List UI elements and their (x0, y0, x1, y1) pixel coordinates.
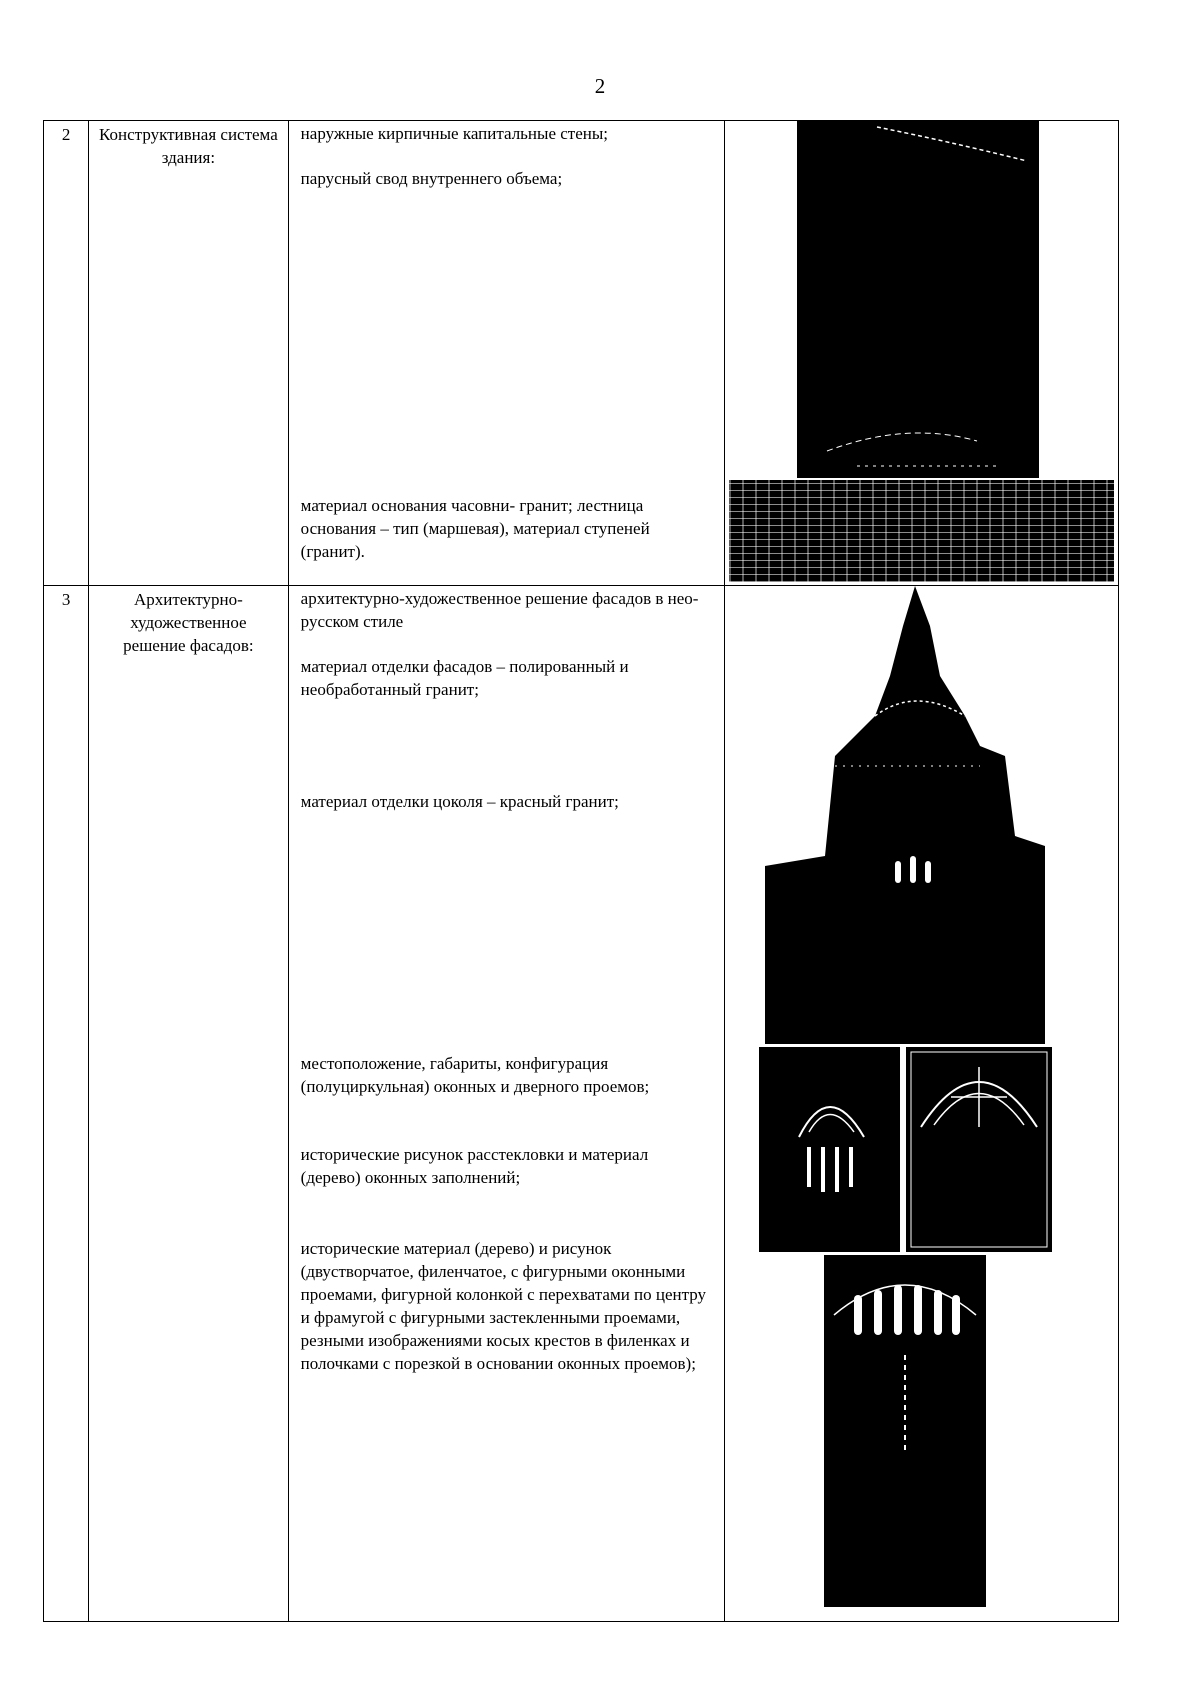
text-item: парусный свод внутреннего объема; (300, 169, 563, 188)
arched-window-detail-photo (906, 1047, 1052, 1252)
door-photo (824, 1255, 986, 1607)
row-image-cell (724, 586, 1118, 1622)
text-item: материал основания часовни- гранит; лестница основания – тип (маршевая), материал ступеней (гранит). (300, 496, 650, 561)
row-number: 2 (61, 125, 71, 144)
row-text-cell (288, 586, 724, 1622)
text-item: материал отделки цоколя – красный гранит; (300, 792, 619, 811)
text-item: наружные кирпичные капитальные стены; (300, 124, 609, 143)
row-image-cell (724, 121, 1118, 586)
granite-base-stairs-photo (729, 480, 1114, 582)
table-row (44, 586, 1119, 1622)
text-item: материал отделки фасадов – полированный и необработанный гранит; (300, 657, 629, 699)
arched-window-photo (759, 1047, 900, 1252)
row-name: Конструктивная система здания: (99, 125, 278, 167)
text-item: архитектурно-художественное решение фасадов в нео-русском стиле (300, 589, 699, 631)
row-text-cell (288, 121, 724, 586)
row-name: Архитектурно-художественное решение фасадов: (123, 590, 254, 655)
text-item: исторические материал (дерево) и рисунок (двустворчатое, филенчатое, с фигурными оконными проемами, фигурной колонкой с перехватами по центру и фрамугой с фигурными застекленными проемами, резными изображениями косых крестов в филенках и полочками с порезкой в основании оконных проемов); (300, 1239, 707, 1373)
row-name-cell (89, 121, 289, 586)
page-number: 2 (594, 74, 606, 98)
row-number-cell (44, 121, 89, 586)
row-number-cell (44, 586, 89, 1622)
vault-interior-photo (797, 121, 1039, 478)
row-name-cell (89, 586, 289, 1622)
specification-table (43, 120, 1119, 1622)
chapel-facade-photo (765, 586, 1077, 1044)
row-number: 3 (61, 590, 71, 609)
text-item: исторические рисунок расстекловки и материал (дерево) оконных заполнений; (300, 1145, 649, 1187)
table-row (44, 121, 1119, 586)
text-item: местоположение, габариты, конфигурация (полуциркульная) оконных и дверного проемов; (300, 1054, 650, 1096)
